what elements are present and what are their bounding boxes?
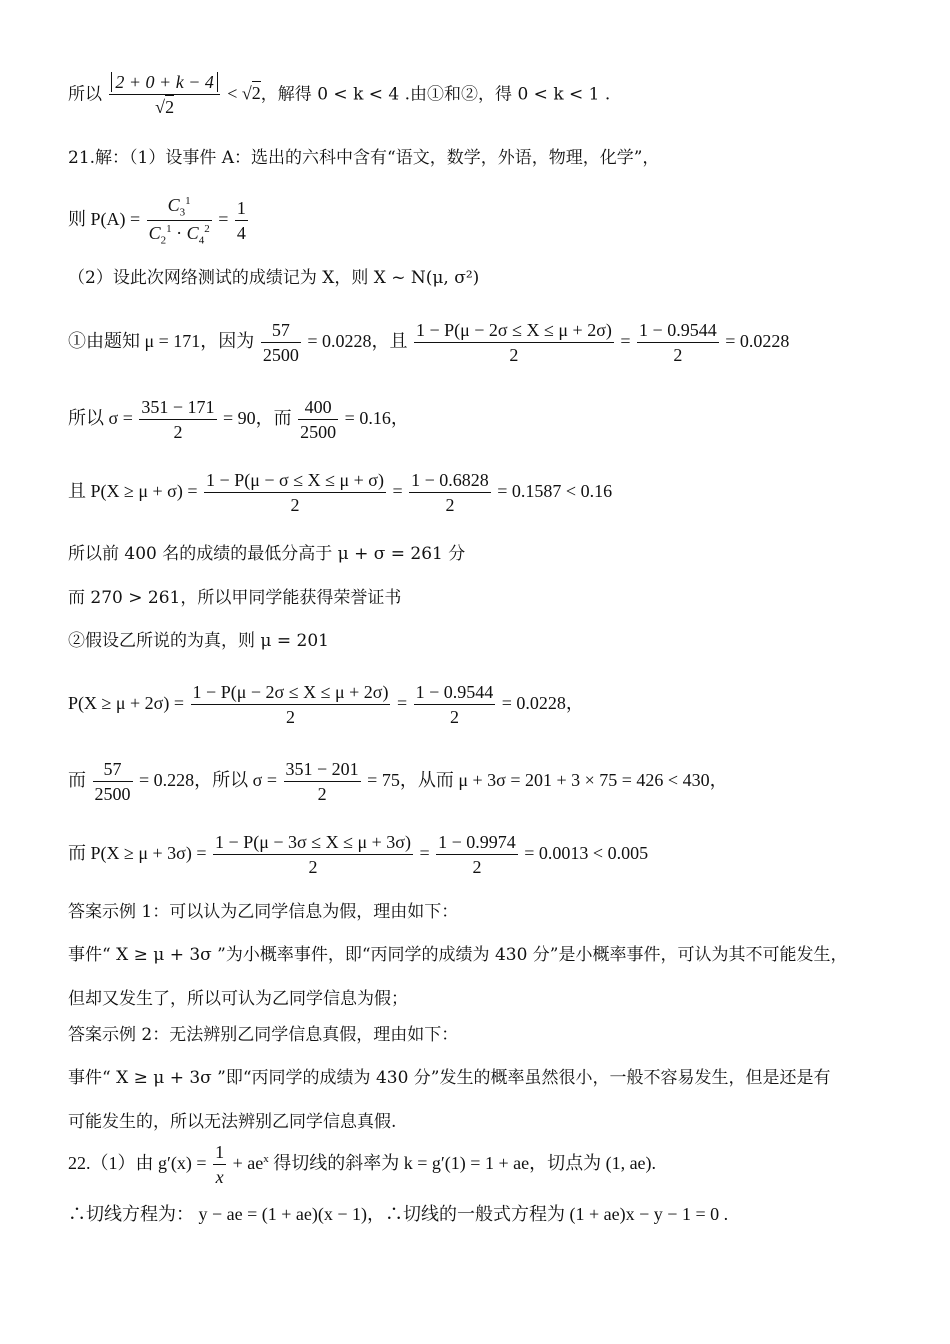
fraction (414, 680, 496, 730)
text: 得切线的斜率为 k = g′(1) = 1 + ae，切点为 (1, ae). (268, 1152, 657, 1173)
den: 2 (509, 345, 519, 366)
num: 1 − P(μ − 2σ ≤ X ≤ μ + 2σ) (414, 318, 614, 343)
den: 2 (472, 857, 482, 878)
fraction (139, 395, 216, 445)
num: 1 (235, 196, 248, 221)
sym: C (167, 195, 180, 215)
line-6 (68, 395, 409, 445)
num: 1 (213, 1140, 226, 1165)
text: 而 P(X ≥ μ + 3σ) = (68, 842, 207, 863)
text: = 0.228，所以 σ = (139, 769, 278, 790)
fraction (261, 318, 301, 368)
sqrt-value: 2 (251, 83, 261, 104)
line-17: 答案示例 2：无法辨别乙同学信息真假，理由如下： (68, 1025, 459, 1045)
text: = 90，而 (223, 407, 292, 428)
text: = 0.0013 < 0.005 (524, 842, 649, 863)
fraction (235, 196, 248, 246)
fraction (213, 830, 413, 880)
line-12 (68, 757, 728, 807)
fraction (436, 830, 518, 880)
line-16: 但却又发生了，所以可认为乙同学信息为假； (68, 989, 408, 1009)
text: 则 P(A) = (68, 209, 141, 230)
line-15: 事件“ X ≥ μ + 3σ ”为小概率事件，即“丙同学的成绩为 430 分”是小概率事件，可认为其不可能发生， (68, 945, 848, 965)
text: ①由题知 μ = 171，因为 (68, 330, 255, 351)
fraction (213, 1140, 226, 1190)
fraction (147, 193, 212, 249)
num: 1 − 0.6828 (409, 468, 491, 493)
den: 2 (290, 495, 300, 516)
num: 1 − P(μ − 3σ ≤ X ≤ μ + 3σ) (213, 830, 413, 855)
text: 且 P(X ≥ μ + σ) = (68, 480, 198, 501)
line-10: ②假设乙所说的为真，则 μ = 201 (68, 631, 329, 651)
den: 2 (445, 495, 455, 516)
num: 351 − 201 (284, 757, 361, 782)
line-3 (68, 193, 250, 249)
text: = 75，从而 μ + 3σ = 201 + 3 × 75 = 426 < 430， (367, 769, 728, 790)
num: 1 − 0.9974 (436, 830, 518, 855)
equals: = (392, 480, 403, 501)
sym: C (186, 223, 199, 244)
fraction (637, 318, 719, 368)
den: 2 (173, 422, 183, 443)
fraction: $\frac{2 + 0 + k - 4}{√2}$ (109, 70, 219, 120)
sup: 2 (204, 223, 210, 236)
equals: = (419, 842, 430, 863)
line-1: 所以 $\frac{2 + 0 + k - 4}{√2}$ < √2，解得 0 < k < 4 .由①和②，得 0 < k < 1 . (68, 70, 610, 120)
fraction (204, 468, 386, 518)
num: 1 − 0.9544 (637, 318, 719, 343)
op: · (171, 223, 187, 244)
line-14: 答案示例 1：可以认为乙同学信息为假，理由如下： (68, 902, 459, 922)
equals: = (218, 209, 229, 230)
fraction (409, 468, 491, 518)
num: 351 − 171 (139, 395, 216, 420)
num: 400 (298, 395, 338, 420)
sup: 1 (185, 195, 191, 207)
den: x (215, 1167, 224, 1188)
sub: 2 (160, 235, 167, 248)
num: 1 − 0.9544 (414, 680, 496, 705)
fraction (284, 757, 361, 807)
line-8: 所以前 400 名的成绩的最低分高于 μ + σ = 261 分 (68, 544, 466, 564)
fraction (414, 318, 614, 368)
equals: = (396, 692, 408, 713)
den: 2 (673, 345, 683, 366)
line-18: 事件“ X ≥ μ + 3σ ”即“丙同学的成绩为 430 分”发生的概率虽然很小，一般不容易发生，但是还是有 (68, 1068, 831, 1088)
equals: = (620, 330, 631, 351)
den: 4 (236, 223, 246, 244)
text: = 0.1587 < 0.16 (497, 480, 613, 501)
line-5 (68, 318, 789, 368)
line-2: 21.解：（1）设事件 A：选出的六科中含有“语文，数学，外语，物理，化学”， (68, 148, 660, 168)
fraction (191, 680, 391, 730)
num: 57 (261, 318, 301, 343)
sqrt-value: 2 (165, 97, 175, 118)
text: 22.（1）由 g′(x) = (68, 1152, 207, 1173)
num: 57 (93, 757, 133, 782)
line-20 (68, 1140, 656, 1190)
text: = 0.0228， (501, 692, 584, 713)
text: = 0.0228 (725, 330, 790, 351)
line-19: 可能发生的，所以无法辨别乙同学信息真假. (68, 1112, 397, 1132)
den: 2 (317, 784, 327, 805)
abs-expression: 2 + 0 + k − 4 (111, 72, 217, 92)
line-9: 而 270 > 261，所以甲同学能获得荣誉证书 (68, 588, 402, 608)
den: 2500 (300, 422, 337, 443)
text: = 0.16， (344, 407, 409, 428)
text: 所以 σ = (68, 407, 133, 428)
line-11 (68, 680, 584, 730)
sup: 1 (166, 223, 172, 236)
num: 1 − P(μ − σ ≤ X ≤ μ + σ) (204, 468, 386, 493)
text: = 0.0228，且 (307, 330, 408, 351)
text: 而 (68, 769, 86, 790)
den: 2500 (94, 784, 131, 805)
line-21: ∴切线方程为： y − ae = (1 + ae)(x − 1)，∴切线的一般式方程为 (1 + ae)x − y − 1 = 0 . (68, 1204, 729, 1224)
sup: x (263, 1152, 269, 1165)
text: < (227, 83, 242, 104)
den: 2 (449, 707, 459, 728)
den: 2 (308, 857, 318, 878)
line-7 (68, 468, 612, 518)
line-13 (68, 830, 648, 880)
sym: C (148, 223, 161, 244)
num: 1 − P(μ − 2σ ≤ X ≤ μ + 2σ) (191, 680, 391, 705)
text: + ae (232, 1152, 264, 1173)
den: 2500 (262, 345, 299, 366)
sub: 3 (179, 206, 186, 219)
den: 2 (286, 707, 295, 728)
text: P(X ≥ μ + 2σ) = (68, 692, 185, 713)
text: ，解得 0 < k < 4 .由①和②，得 0 < k < 1 . (260, 84, 611, 105)
text: 所以 (68, 84, 102, 105)
sub: 4 (198, 235, 205, 248)
line-4: （2）设此次网络测试的成绩记为 X，则 X ~ N(μ, σ²) (68, 268, 480, 288)
fraction (93, 757, 133, 807)
fraction (298, 395, 338, 445)
